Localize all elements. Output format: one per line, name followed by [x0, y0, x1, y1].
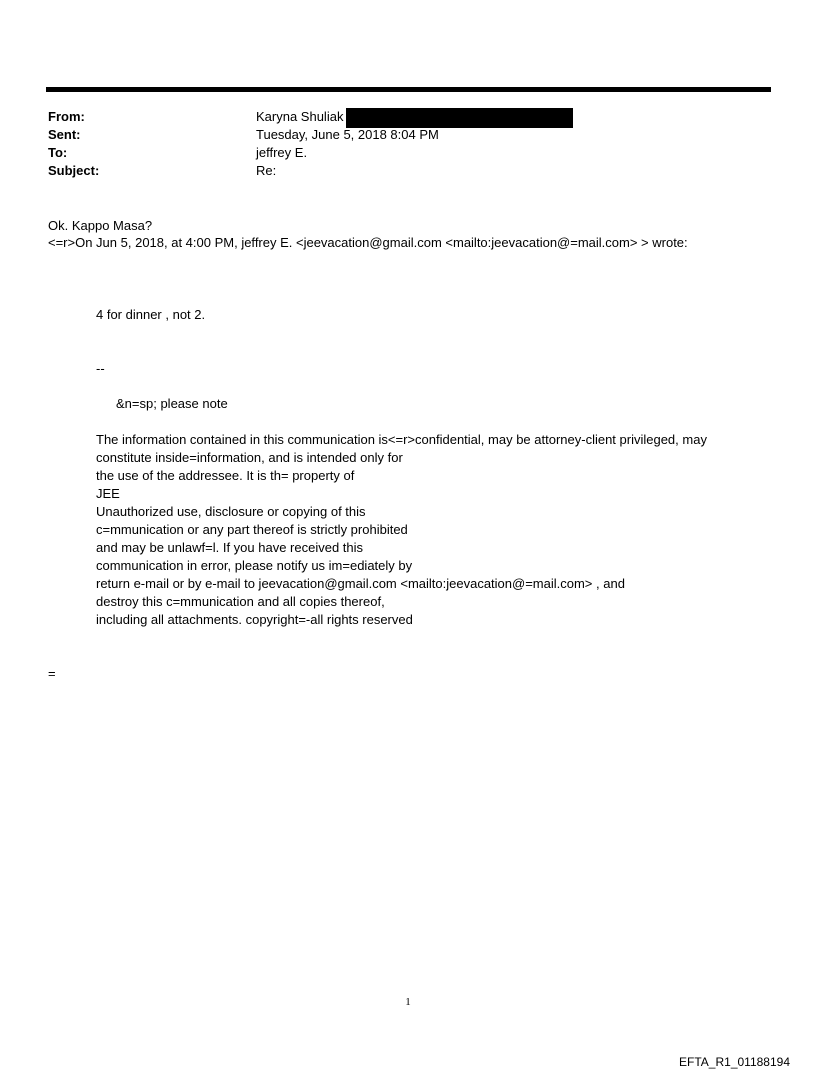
- disclaimer-line: including all attachments. copyright=-all rights reserved: [96, 612, 413, 627]
- to-label: To:: [48, 145, 68, 160]
- sent-label: Sent:: [48, 127, 81, 142]
- from-value: Karyna Shuliak: [256, 109, 344, 124]
- disclaimer-line: The information contained in this communication is<=r>confidential, may be attorney-client privileged, may: [96, 432, 707, 447]
- disclaimer-line: constitute inside=information, and is intended only for: [96, 450, 403, 465]
- from-label: From:: [48, 109, 85, 124]
- disclaimer-line: return e-mail or by e-mail to jeevacation@gmail.com <mailto:jeevacation@=mail.com> , and: [96, 576, 625, 591]
- document-id: EFTA_R1_01188194: [679, 1055, 790, 1069]
- please-note: &n=sp; please note: [116, 396, 228, 411]
- subject-value: Re:: [256, 163, 277, 178]
- trailing-char: =: [48, 666, 56, 681]
- page-number: 1: [405, 996, 411, 1008]
- disclaimer-line: and may be unlawf=l. If you have received this: [96, 540, 364, 555]
- header-rule: [46, 87, 771, 92]
- signature-separator: --: [96, 361, 105, 376]
- disclaimer-line: Unauthorized use, disclosure or copying of this: [96, 504, 366, 519]
- reply-text: Ok. Kappo Masa?: [48, 218, 153, 233]
- redaction-bar: [346, 108, 573, 128]
- to-value: jeffrey E.: [256, 145, 308, 160]
- disclaimer-line: c=mmunication or any part thereof is strictly prohibited: [96, 522, 408, 537]
- subject-label: Subject:: [48, 163, 100, 178]
- disclaimer-line: the use of the addressee. It is th= property of: [96, 468, 355, 483]
- sent-value: Tuesday, June 5, 2018 8:04 PM: [256, 127, 439, 142]
- disclaimer-line: destroy this c=mmunication and all copies thereof,: [96, 594, 385, 609]
- quoted-message: 4 for dinner , not 2.: [96, 307, 206, 322]
- quote-intro: <=r>On Jun 5, 2018, at 4:00 PM, jeffrey E. <jeevacation@gmail.com <mailto:jeevacation@=mail.com> > wrote:: [48, 235, 688, 250]
- disclaimer-line: communication in error, please notify us im=ediately by: [96, 558, 413, 573]
- disclaimer-line: JEE: [96, 486, 120, 501]
